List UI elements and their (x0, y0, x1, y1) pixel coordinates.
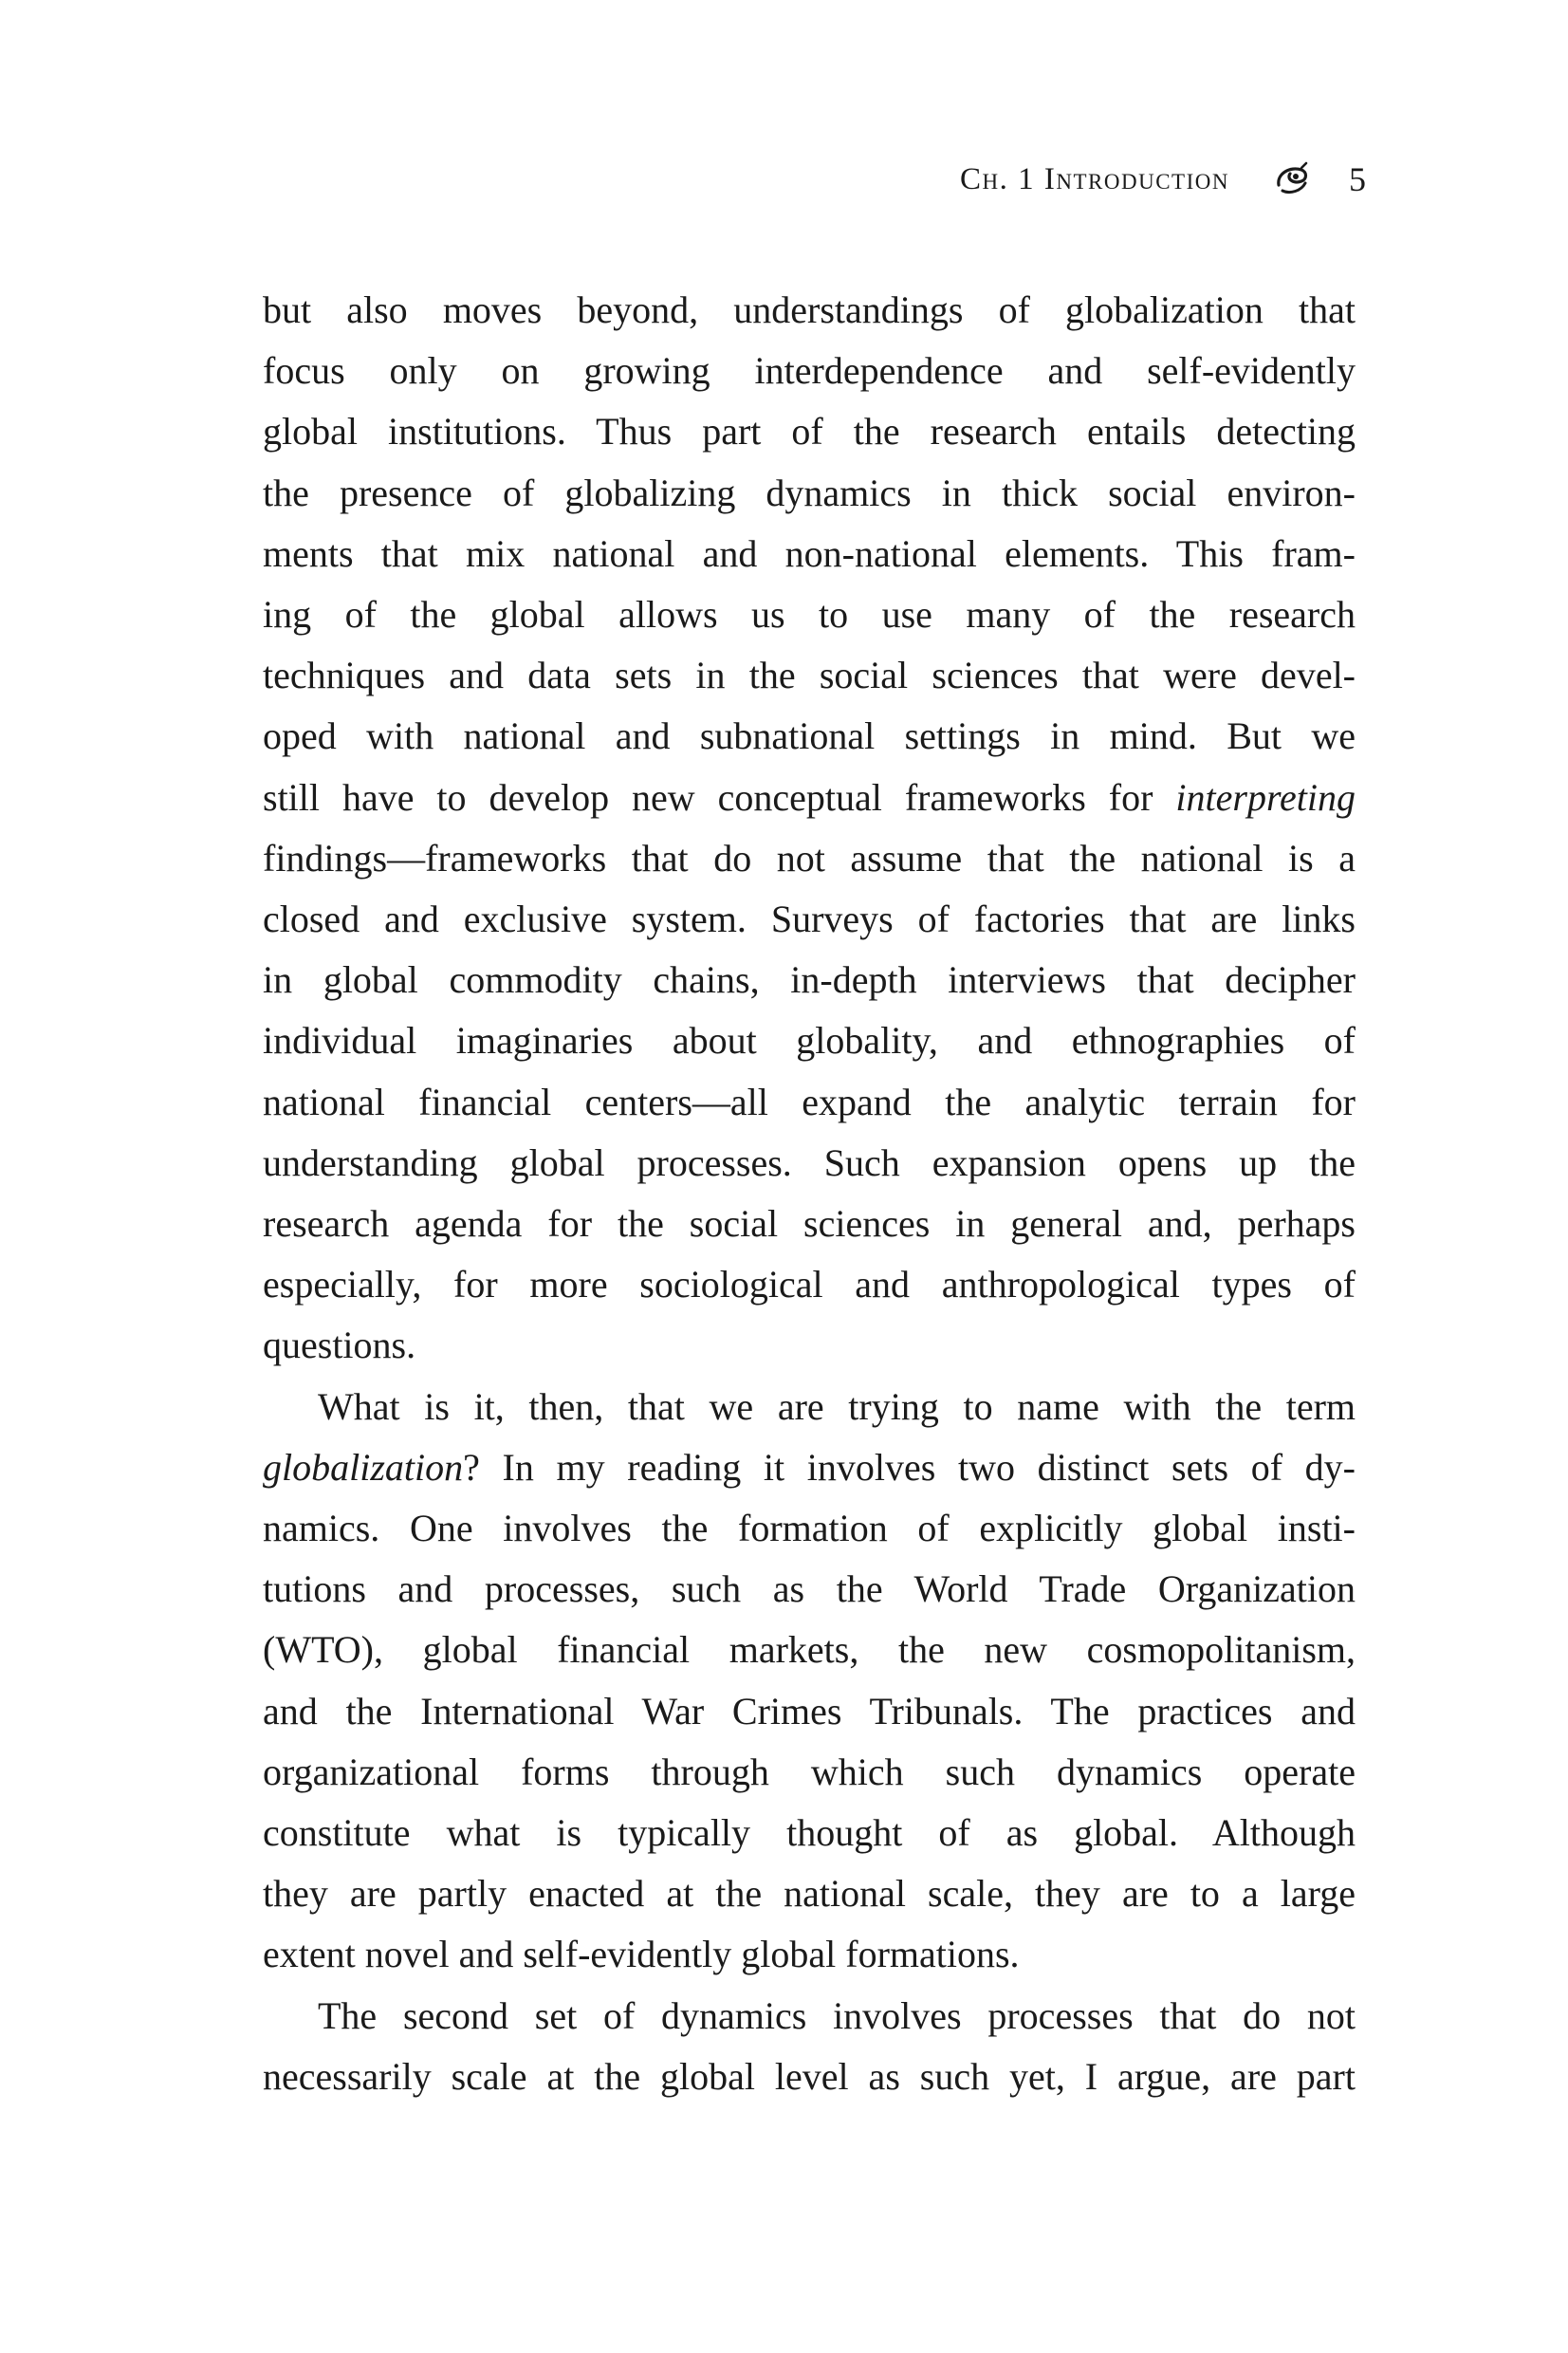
text-line: extent novel and self-evidently global formations. (263, 1933, 1020, 1976)
text-line: techniques and data sets in the social sciences that were devel- (263, 654, 1356, 697)
text-line: but also moves beyond, understandings of globalization that (263, 288, 1356, 331)
text-line: questions. (263, 1324, 416, 1367)
text-line: findings—frameworks that do not assume that the national is a (263, 836, 1356, 880)
text-line: namics. One involves the formation of explicitly global insti- (263, 1507, 1356, 1550)
text-line: (WTO), global financial markets, the new cosmopolitanism, (263, 1628, 1356, 1672)
text-line (263, 1437, 1356, 1498)
text-line: they are partly enacted at the national scale, they are to a large (263, 1872, 1356, 1916)
text-run: still have to develop new conceptual frameworks for (263, 775, 1176, 819)
text-line: the presence of globalizing dynamics in thick social environ- (263, 471, 1356, 514)
fleuron-icon (1273, 160, 1311, 198)
text-line: closed and exclusive system. Surveys of factories that are links (263, 898, 1356, 941)
text-line: ing of the global allows us to use many of the research (263, 593, 1356, 637)
text-line: The second set of dynamics involves processes that do not (318, 1993, 1356, 2037)
text-line (263, 768, 1356, 828)
text-line: focus only on growing interdependence and self-evidently (263, 349, 1356, 393)
paragraph-3 (263, 1986, 1356, 2107)
text-line: constitute what is typically thought of as global. Although (263, 1811, 1356, 1855)
text-line: ments that mix national and non-national elements. This fram- (263, 531, 1356, 575)
text-line: global institutions. Thus part of the research entails detecting (263, 410, 1356, 454)
text-line: individual imaginaries about globality, and ethnographies of (263, 1019, 1356, 1063)
italic-term: interpreting (1175, 775, 1356, 819)
body-text (263, 280, 1356, 2107)
text-line: oped with national and subnational settings in mind. But we (263, 714, 1356, 758)
text-line: understanding global processes. Such expansion opens up the (263, 1140, 1356, 1184)
text-line: organizational forms through which such dynamics operate (263, 1750, 1356, 1793)
text-line: tutions and processes, such as the World Trade Organization (263, 1567, 1356, 1611)
paragraph-2 (263, 1377, 1356, 1986)
text-line: necessarily scale at the global level as such yet, I argue, are part (263, 2054, 1356, 2098)
text-line: especially, for more sociological and anthropological types of (263, 1263, 1356, 1306)
text-line: in global commodity chains, in-depth interviews that decipher (263, 958, 1356, 1002)
italic-term: globalization (263, 1445, 464, 1489)
text-line: and the International War Crimes Tribunals. The practices and (263, 1689, 1356, 1732)
text-run: ? In my reading it involves two distinct sets of dy- (463, 1445, 1356, 1489)
page-number: 5 (1349, 160, 1367, 198)
running-head (960, 159, 1367, 199)
text-line: research agenda for the social sciences in general and, perhaps (263, 1202, 1356, 1246)
chapter-label: Ch. 1 Introduction (960, 161, 1229, 196)
text-line: national financial centers—all expand the analytic terrain for (263, 1080, 1356, 1123)
text-line: What is it, then, that we are trying to name with the term (318, 1384, 1356, 1428)
paragraph-1 (263, 280, 1356, 1377)
